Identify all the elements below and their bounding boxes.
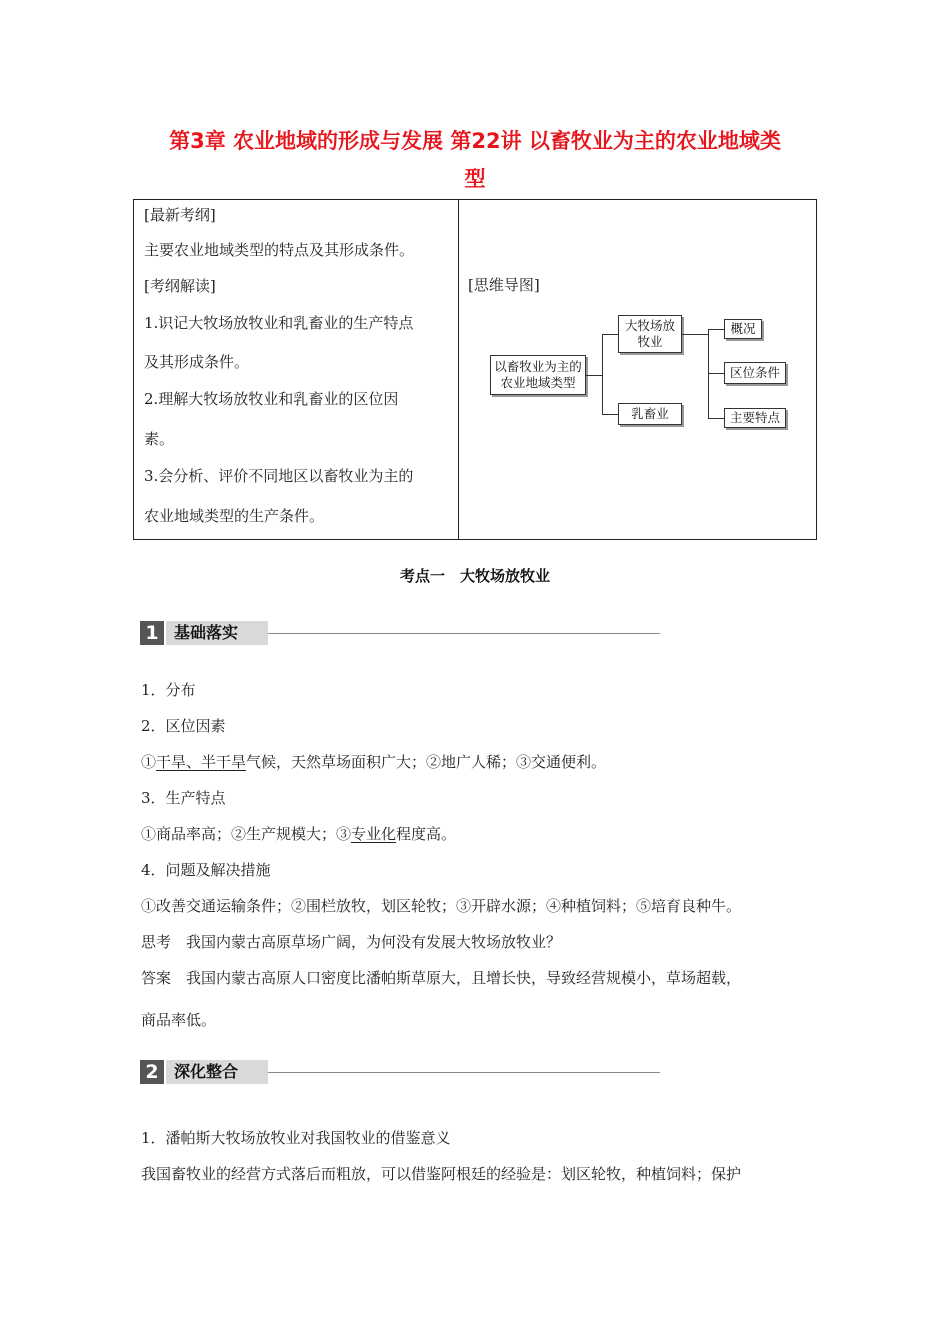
mindmap-connector bbox=[602, 334, 618, 335]
banner-rule bbox=[268, 633, 660, 634]
text-span: ①商品率高；②生产规模大；③ bbox=[141, 825, 352, 843]
interpretation-line: 农业地域类型的生产条件。 bbox=[144, 507, 325, 525]
thinking-question: 思考 我国内蒙古高原草场广阔，为何没有发展大牧场放牧业？ bbox=[141, 933, 562, 951]
banner-number: 2 bbox=[140, 1060, 164, 1084]
syllabus-text: 主要农业地域类型的特点及其形成条件。 bbox=[144, 241, 415, 259]
text-span: 气候，天然草场面积广大；②地广人稀；③交通便利。 bbox=[246, 753, 607, 771]
mindmap-connector bbox=[708, 373, 724, 374]
text-span: ① bbox=[141, 753, 157, 771]
mindmap-root: 以畜牧业为主的农业地域类型 bbox=[490, 355, 586, 395]
text-line bbox=[141, 751, 606, 772]
interpretation-line: 1.识记大牧场放牧业和乳畜业的生产特点 bbox=[144, 314, 414, 332]
text-line: 1．潘帕斯大牧场放牧业对我国牧业的借鉴意义 bbox=[141, 1129, 451, 1147]
mindmap-connector bbox=[708, 418, 724, 419]
mindmap-heading: [思维导图] bbox=[468, 276, 540, 294]
mindmap-branch-ranching: 大牧场放牧业 bbox=[618, 315, 682, 353]
syllabus-heading: [最新考纲] bbox=[144, 206, 216, 224]
banner-label: 深化整合 bbox=[166, 1060, 268, 1084]
interpretation-line: 2.理解大牧场放牧业和乳畜业的区位因 bbox=[144, 390, 399, 408]
text-line: 我国畜牧业的经营方式落后而粗放，可以借鉴阿根廷的经验是：划区轮牧，种植饲料；保护 bbox=[141, 1165, 742, 1183]
text-line: ①改善交通运输条件；②围栏放牧，划区轮牧；③开辟水源；④种植饲料；⑤培育良种牛。 bbox=[141, 897, 742, 915]
text-line: 3．生产特点 bbox=[141, 789, 226, 807]
answer-text: 商品率低。 bbox=[141, 1011, 217, 1029]
text-line: 1．分布 bbox=[141, 681, 196, 699]
underlined-answer: 干旱、半干旱 bbox=[156, 753, 247, 771]
outline-table bbox=[133, 199, 817, 540]
banner-number: 1 bbox=[140, 621, 164, 645]
mindmap-leaf-features: 主要特点 bbox=[724, 408, 786, 428]
interpretation-heading: [考纲解读] bbox=[144, 277, 216, 295]
mindmap-leaf-overview: 概况 bbox=[724, 319, 762, 339]
text-line: 2．区位因素 bbox=[141, 717, 226, 735]
banner-label: 基础落实 bbox=[166, 621, 268, 645]
interpretation-line: 素。 bbox=[144, 430, 175, 448]
table-divider bbox=[458, 200, 459, 539]
section-title: 考点一 大牧场放牧业 bbox=[399, 567, 550, 585]
mindmap-connector bbox=[602, 414, 618, 415]
interpretation-line: 及其形成条件。 bbox=[144, 353, 250, 371]
page-title bbox=[130, 122, 820, 198]
title-line-1: 第3章 农业地域的形成与发展 第22讲 以畜牧业为主的农业地域类 bbox=[169, 129, 781, 153]
text-line bbox=[141, 823, 456, 844]
text-line: 4．问题及解决措施 bbox=[141, 861, 271, 879]
mindmap-connector bbox=[586, 375, 602, 376]
underlined-answer: 专业化 bbox=[351, 825, 397, 843]
mindmap-connector bbox=[682, 334, 708, 335]
text-span: 程度高。 bbox=[396, 825, 457, 843]
mindmap-leaf-location: 区位条件 bbox=[724, 362, 786, 384]
mindmap-connector bbox=[708, 329, 724, 330]
mindmap-connector bbox=[602, 334, 603, 414]
interpretation-line: 3.会分析、评价不同地区以畜牧业为主的 bbox=[144, 467, 414, 485]
answer-text: 答案 我国内蒙古高原人口密度比潘帕斯草原大，且增长快，导致经营规模小，草场超载， bbox=[141, 969, 742, 987]
mindmap-branch-dairy: 乳畜业 bbox=[618, 403, 682, 425]
title-line-2: 型 bbox=[464, 167, 486, 191]
banner-rule bbox=[268, 1072, 660, 1073]
